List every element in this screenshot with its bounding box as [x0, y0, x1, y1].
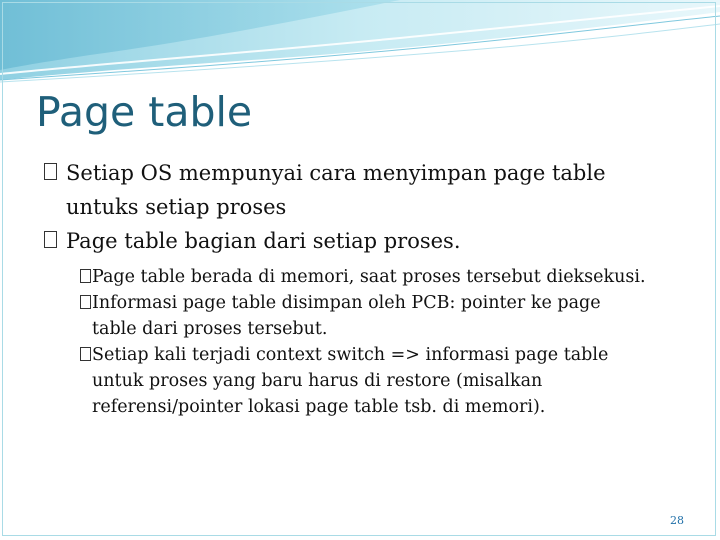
- sub-bullet-item: [44, 264, 704, 290]
- bullet-text-line1: Page table bagian dari setiap proses.: [66, 229, 461, 253]
- square-bullet-icon: [80, 269, 91, 283]
- sub-bullet-item: [44, 290, 704, 342]
- bullet-item: [44, 224, 704, 258]
- square-bullet-icon: [44, 231, 57, 248]
- sub-bullet-text-line1: Informasi page table disimpan oleh PCB: pointer ke page: [92, 293, 601, 313]
- bullet-text-line1: Setiap OS mempunyai cara menyimpan page table: [66, 161, 606, 185]
- sub-bullet-item: [44, 342, 704, 420]
- slide-body: [44, 156, 704, 420]
- sub-bullet-text-line2: untuk proses yang baru harus di restore (misalkan: [92, 371, 543, 391]
- sub-bullet-text-line1: Setiap kali terjadi context switch => informasi page table: [92, 345, 609, 365]
- sub-bullet-text: Page table berada di memori, saat proses tersebut dieksekusi.: [92, 267, 646, 287]
- square-bullet-icon: [44, 163, 57, 180]
- slide-title: Page table: [36, 88, 253, 136]
- sub-bullet-text-line3: referensi/pointer lokasi page table tsb. di memori).: [92, 397, 546, 417]
- wave-header-decoration: [0, 0, 720, 85]
- square-bullet-icon: [80, 347, 91, 361]
- bullet-text-line2: untuks setiap proses: [66, 195, 287, 219]
- bullet-item: [44, 156, 704, 224]
- square-bullet-icon: [80, 295, 91, 309]
- page-number: 28: [670, 514, 684, 527]
- sub-bullet-text-line2: table dari proses tersebut.: [92, 319, 328, 339]
